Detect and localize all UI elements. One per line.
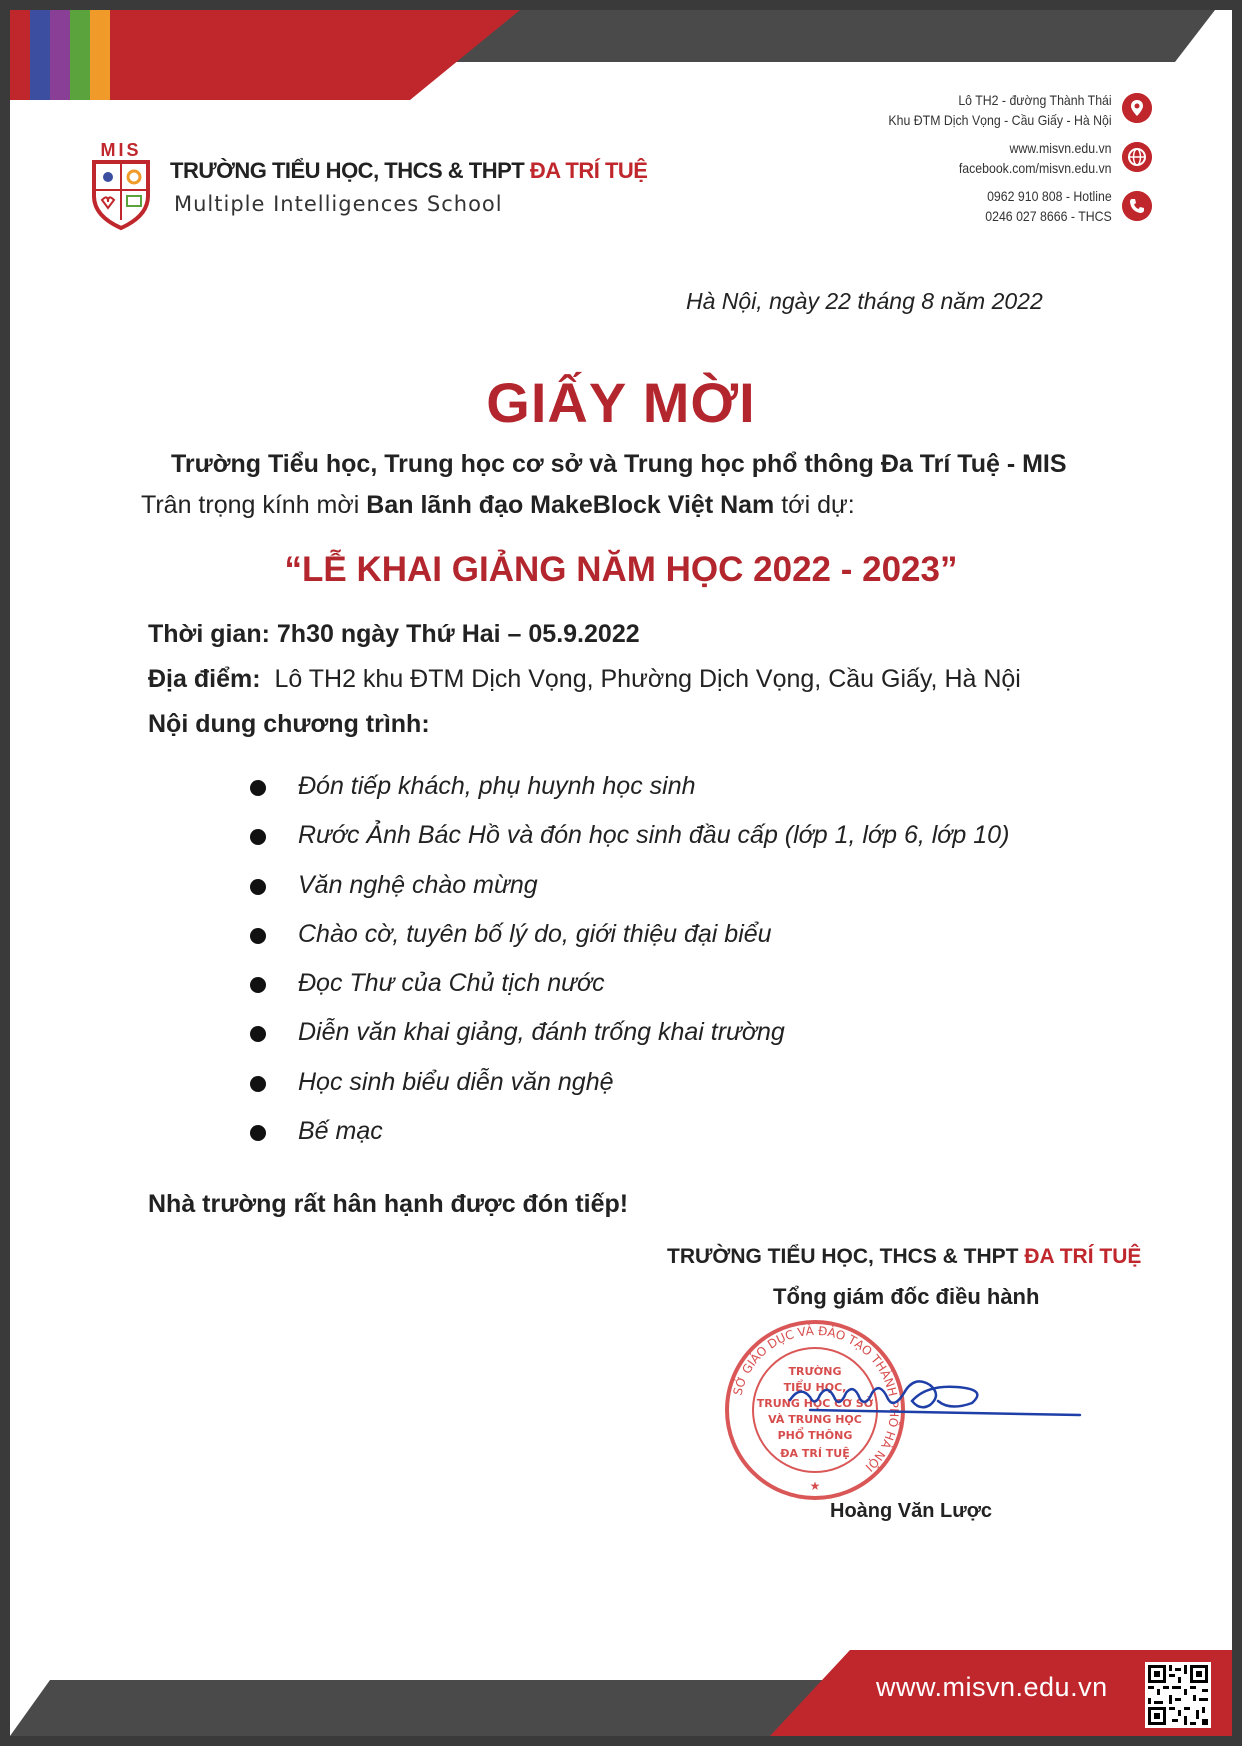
list-item bbox=[250, 920, 1009, 969]
time-label: Thời gian: bbox=[148, 620, 270, 648]
bullet-icon bbox=[250, 780, 266, 796]
school-logo bbox=[88, 140, 648, 240]
handwritten-signature bbox=[780, 1355, 1090, 1435]
intro-line-2 bbox=[141, 491, 855, 520]
bullet-icon bbox=[250, 879, 266, 895]
list-item bbox=[250, 1068, 1009, 1117]
website-link[interactable]: www.misvn.edu.vn bbox=[1009, 140, 1112, 156]
list-item bbox=[250, 772, 1009, 821]
location-icon bbox=[1122, 93, 1152, 123]
svg-text:MIS: MIS bbox=[100, 140, 142, 160]
svg-text:ĐA TRÍ TUỆ: ĐA TRÍ TUỆ bbox=[780, 1447, 850, 1460]
header-band bbox=[10, 10, 1232, 100]
list-item-text: Đón tiếp khách, phụ huynh học sinh bbox=[298, 772, 696, 800]
invitee-name: Ban lãnh đạo MakeBlock Việt Nam bbox=[366, 491, 775, 519]
list-item-text: Đọc Thư của Chủ tịch nước bbox=[298, 969, 605, 998]
list-item bbox=[250, 1117, 1009, 1166]
phone-line: 0246 027 8666 - THCS bbox=[985, 208, 1112, 224]
list-item bbox=[250, 871, 1009, 920]
invitation-page bbox=[10, 10, 1232, 1736]
list-item-text: Diễn văn khai giảng, đánh trống khai trường bbox=[298, 1018, 785, 1047]
place-row bbox=[148, 665, 1021, 694]
bullet-icon bbox=[250, 1076, 266, 1092]
list-item bbox=[250, 969, 1009, 1018]
signature-role: Tổng giám đốc điều hành bbox=[773, 1284, 1040, 1309]
signer-name: Hoàng Văn Lược bbox=[830, 1500, 993, 1522]
list-item-text: Rước Ảnh Bác Hồ và đón học sinh đầu cấp (lớp 1, lớp 6, lớp 10) bbox=[298, 821, 1010, 850]
address-block bbox=[889, 90, 1112, 130]
svg-text:TRƯỜNG: TRƯỜNG bbox=[788, 1365, 842, 1378]
bullet-icon bbox=[250, 829, 266, 845]
intro-line-1: Trường Tiểu học, Trung học cơ sở và Trung học phổ thông Đa Trí Tuệ - MIS bbox=[171, 450, 1067, 478]
list-item bbox=[250, 1018, 1009, 1067]
closing-line: Nhà trường rất hân hạnh được đón tiếp! bbox=[148, 1190, 629, 1218]
signature-school: TRƯỜNG TIỂU HỌC, THCS & THPT ĐA TRÍ TUỆ bbox=[667, 1245, 1142, 1268]
intro-text: Trân trọng kính mời bbox=[141, 491, 360, 519]
facebook-link[interactable]: facebook.com/misvn.edu.vn bbox=[959, 160, 1112, 176]
time-row bbox=[148, 620, 640, 649]
svg-text:PHỔ THÔNG: PHỔ THÔNG bbox=[777, 1429, 853, 1442]
place-value: Lô TH2 khu ĐTM Dịch Vọng, Phường Dịch Vọng, Cầu Giấy, Hà Nội bbox=[274, 665, 1021, 693]
date-line: Hà Nội, ngày 22 tháng 8 năm 2022 bbox=[686, 288, 1043, 314]
program-label bbox=[148, 710, 430, 739]
intro-text: tới dự: bbox=[781, 491, 855, 519]
svg-text:TIỂU HỌC,: TIỂU HỌC, bbox=[783, 1381, 847, 1394]
footer-website-link[interactable]: www.misvn.edu.vn bbox=[876, 1672, 1108, 1702]
bullet-icon bbox=[250, 1026, 266, 1042]
color-stripes bbox=[30, 10, 110, 100]
svg-text:TRUNG HỌC CƠ SỞ: TRUNG HỌC CƠ SỞ bbox=[756, 1397, 874, 1410]
qr-code-icon[interactable] bbox=[1145, 1662, 1211, 1728]
svg-text:★: ★ bbox=[809, 1479, 821, 1493]
school-name: TRƯỜNG TIỂU HỌC, THCS & THPT ĐA TRÍ TUỆ bbox=[170, 158, 648, 183]
phone-icon bbox=[1122, 191, 1152, 221]
school-subtitle: Multiple Intelligences School bbox=[174, 192, 503, 216]
address-line: Khu ĐTM Dịch Vọng - Cầu Giấy - Hà Nội bbox=[888, 112, 1112, 128]
event-title: “LỄ KHAI GIẢNG NĂM HỌC 2022 - 2023” bbox=[284, 550, 958, 589]
phone-block bbox=[986, 186, 1112, 226]
mis-crest-icon bbox=[88, 140, 154, 232]
address-line: Lô TH2 - đường Thành Thái bbox=[958, 92, 1112, 108]
list-item-text: Chào cờ, tuyên bố lý do, giới thiệu đại biểu bbox=[298, 919, 772, 948]
program-label-text: Nội dung chương trình: bbox=[148, 710, 430, 738]
list-item bbox=[250, 821, 1009, 870]
place-label: Địa điểm: bbox=[148, 665, 261, 693]
svg-text:SỞ GIÁO DỤC VÀ ĐÀO TẠO THÀNH P: SỞ GIÁO DỤC VÀ ĐÀO TẠO THÀNH PHỐ HÀ NỘI bbox=[730, 1323, 902, 1475]
list-item-text: Học sinh biểu diễn văn nghệ bbox=[298, 1067, 614, 1096]
globe-icon bbox=[1122, 142, 1152, 172]
bullet-icon bbox=[250, 977, 266, 993]
svg-text:VÀ TRUNG HỌC: VÀ TRUNG HỌC bbox=[768, 1413, 862, 1426]
list-item-text: Văn nghệ chào mừng bbox=[298, 870, 538, 899]
web-block bbox=[959, 138, 1112, 178]
list-item-text: Bế mạc bbox=[298, 1117, 383, 1146]
page-title: GIẤY MỜI bbox=[486, 371, 756, 434]
program-list bbox=[250, 772, 1009, 1166]
bullet-icon bbox=[250, 1125, 266, 1141]
bullet-icon bbox=[250, 928, 266, 944]
phone-line: 0962 910 808 - Hotline bbox=[987, 188, 1112, 204]
time-value: 7h30 ngày Thứ Hai – 05.9.2022 bbox=[276, 620, 640, 648]
